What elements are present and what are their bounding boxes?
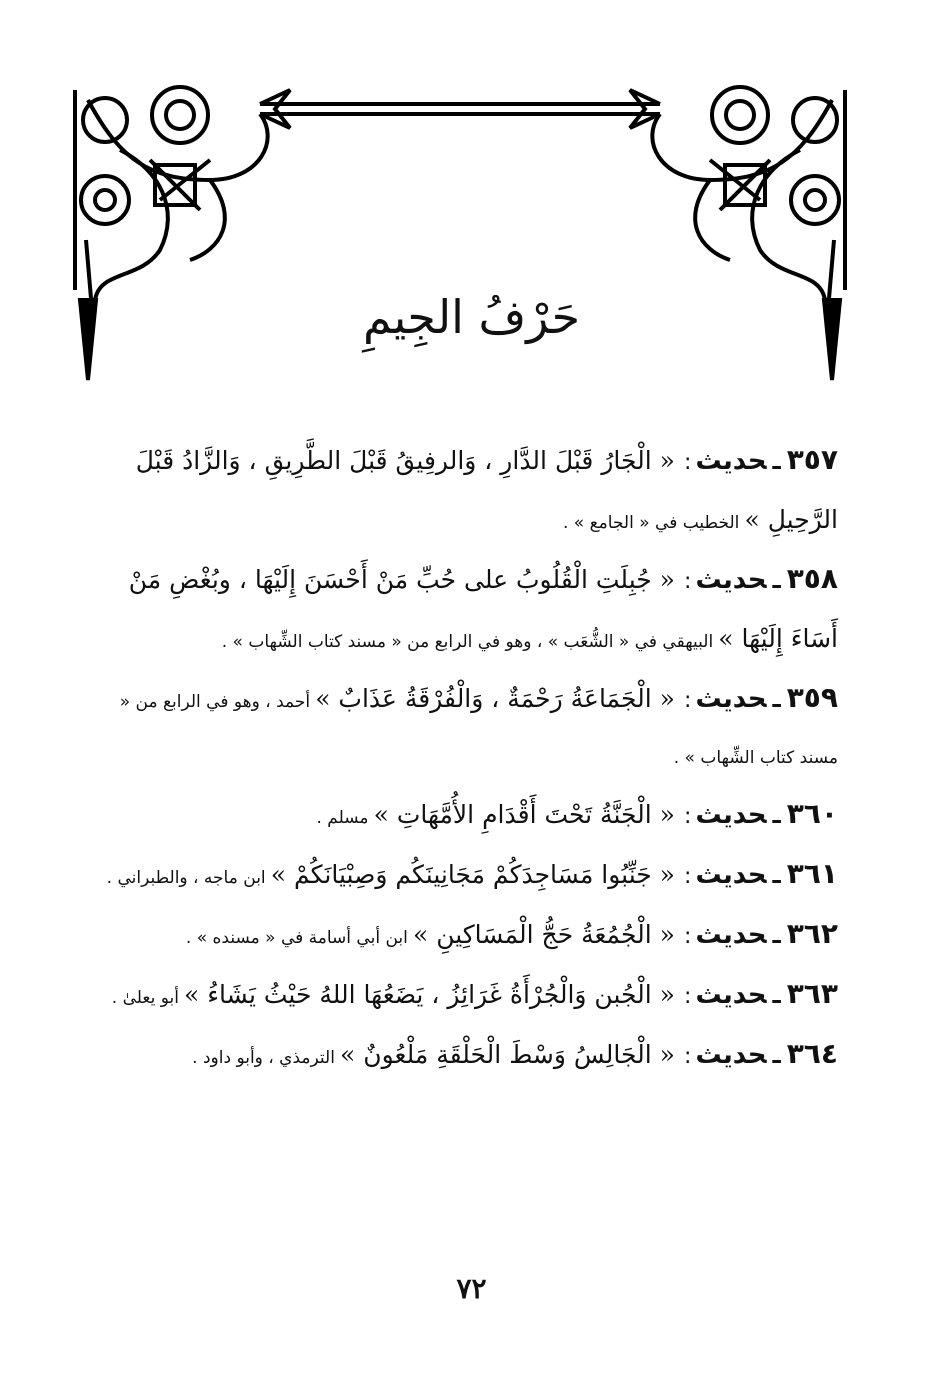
entry-number: ٣٦٤ <box>786 1037 838 1070</box>
hadith-entry: ٣٥٨ـحديث: « جُبِلَتِ الْقُلُوبُ على حُبِّ مَنْ أَحْسَنَ إِلَيْهَا ، وبُغْضِ مَنْ أَسَاءَ إِلَيْهَا » البيهقي في « الشُّعَب » ، وهو في الرابع من « مسند كتاب الشِّهاب » . <box>128 562 838 653</box>
entry-label: حديث <box>695 446 767 476</box>
entry-number: ٣٥٨ <box>786 562 838 595</box>
entry-label: حديث <box>695 800 767 830</box>
hadith-list <box>78 432 838 1086</box>
entry-number: ٣٥٧ <box>786 443 838 476</box>
hadith-entry: ٣٦٢ـحديث: « الْجُمُعَةُ حَجُّ الْمَسَاكِينِ » ابن أبي أسامة في « مسنده » . <box>185 917 838 950</box>
entry-number: ٣٥٩ <box>786 681 838 714</box>
entry-number: ٣٦١ <box>786 857 838 890</box>
hadith-entry: ٣٦٤ـحديث: « الْجَالِسُ وَسْطَ الْحَلْقَةِ مَلْعُونٌ » الترمذي ، وأبو داود . <box>192 1037 838 1070</box>
entry-label: حديث <box>695 565 767 595</box>
entry-label: حديث <box>695 920 767 950</box>
entry-number: ٣٦٢ <box>786 917 838 950</box>
hadith-text: « الْجَارُ قَبْلَ الدَّارِ ، وَالرفِيقُ قَبْلَ الطَّرِيقِ ، وَالزَّادُ قَبْلَ الرَّحِيلِ » <box>135 446 838 534</box>
hadith-source: أبو يعلىٰ . <box>111 988 179 1008</box>
hadith-source: ابن ماجه ، والطبراني . <box>106 868 266 888</box>
hadith-text: « الْجَمَاعَةُ رَحْمَةٌ ، وَالْفُرْقَةُ عَذَابٌ » <box>315 684 675 713</box>
hadith-entry: ٣٦٠ـحديث: « الْجَنَّةُ تَحْتَ أَقْدَامِ الأُمَّهَاتِ » مسلم . <box>316 797 838 830</box>
hadith-source: الترمذي ، وأبو داود . <box>192 1048 335 1068</box>
hadith-source: البيهقي في « الشُّعَب » ، وهو في الرابع من « مسند كتاب الشِّهاب » . <box>221 632 714 652</box>
hadith-entry: ٣٦١ـحديث: « جَنِّبُوا مَسَاجِدَكُمْ مَجَانِينَكُم وَصِبْيَانَكُمْ » ابن ماجه ، والطبراني . <box>106 857 838 890</box>
hadith-text: « الْجُمُعَةُ حَجُّ الْمَسَاكِينِ » <box>412 920 675 949</box>
hadith-text: « جَنِّبُوا مَسَاجِدَكُمْ مَجَانِينَكُم وَصِبْيَانَكُمْ » <box>270 860 675 889</box>
hadith-text: « الْجُبن وَالْجُرْأَةُ غَرَائِزُ ، يَضَعُهَا اللهُ حَيْثُ يَشَاءُ » <box>184 980 675 1009</box>
entry-label: حديث <box>695 684 767 714</box>
hadith-text: « الْجَنَّةُ تَحْتَ أَقْدَامِ الأُمَّهَاتِ » <box>373 800 675 829</box>
hadith-source: أحمد ، وهو في الرابع من « مسند كتاب الشِّهاب » . <box>119 692 838 768</box>
entry-label: حديث <box>695 1040 767 1070</box>
entry-number: ٣٦٠ <box>786 797 838 830</box>
entry-label: حديث <box>695 980 767 1010</box>
hadith-text: « الْجَالِسُ وَسْطَ الْحَلْقَةِ مَلْعُونٌ » <box>340 1040 675 1069</box>
hadith-entry: ٣٦٣ـحديث: « الْجُبن وَالْجُرْأَةُ غَرَائِزُ ، يَضَعُهَا اللهُ حَيْثُ يَشَاءُ » أبو يعلىٰ . <box>111 977 838 1010</box>
hadith-entry: ٣٥٧ـحديث: « الْجَارُ قَبْلَ الدَّارِ ، وَالرفِيقُ قَبْلَ الطَّرِيقِ ، وَالزَّادُ قَبْلَ الرَّحِيلِ » الخطيب في « الجامع » . <box>135 443 838 534</box>
page-number: ٧٢ <box>456 1272 487 1305</box>
hadith-text: « جُبِلَتِ الْقُلُوبُ على حُبِّ مَنْ أَحْسَنَ إِلَيْهَا ، وبُغْضِ مَنْ أَسَاءَ إِلَيْهَا » <box>128 565 838 653</box>
entry-number: ٣٦٣ <box>786 977 838 1010</box>
hadith-entry: ٣٥٩ـحديث: « الْجَمَاعَةُ رَحْمَةٌ ، وَالْفُرْقَةُ عَذَابٌ » أحمد ، وهو في الرابع من « مسند كتاب الشِّهاب » . <box>119 681 838 768</box>
entry-label: حديث <box>695 860 767 890</box>
hadith-source: مسلم . <box>316 808 369 828</box>
hadith-source: ابن أبي أسامة في « مسنده » . <box>185 928 408 948</box>
chapter-title: حَرْفُ الجِيمِ <box>362 290 581 344</box>
hadith-source: الخطيب في « الجامع » . <box>563 513 740 533</box>
